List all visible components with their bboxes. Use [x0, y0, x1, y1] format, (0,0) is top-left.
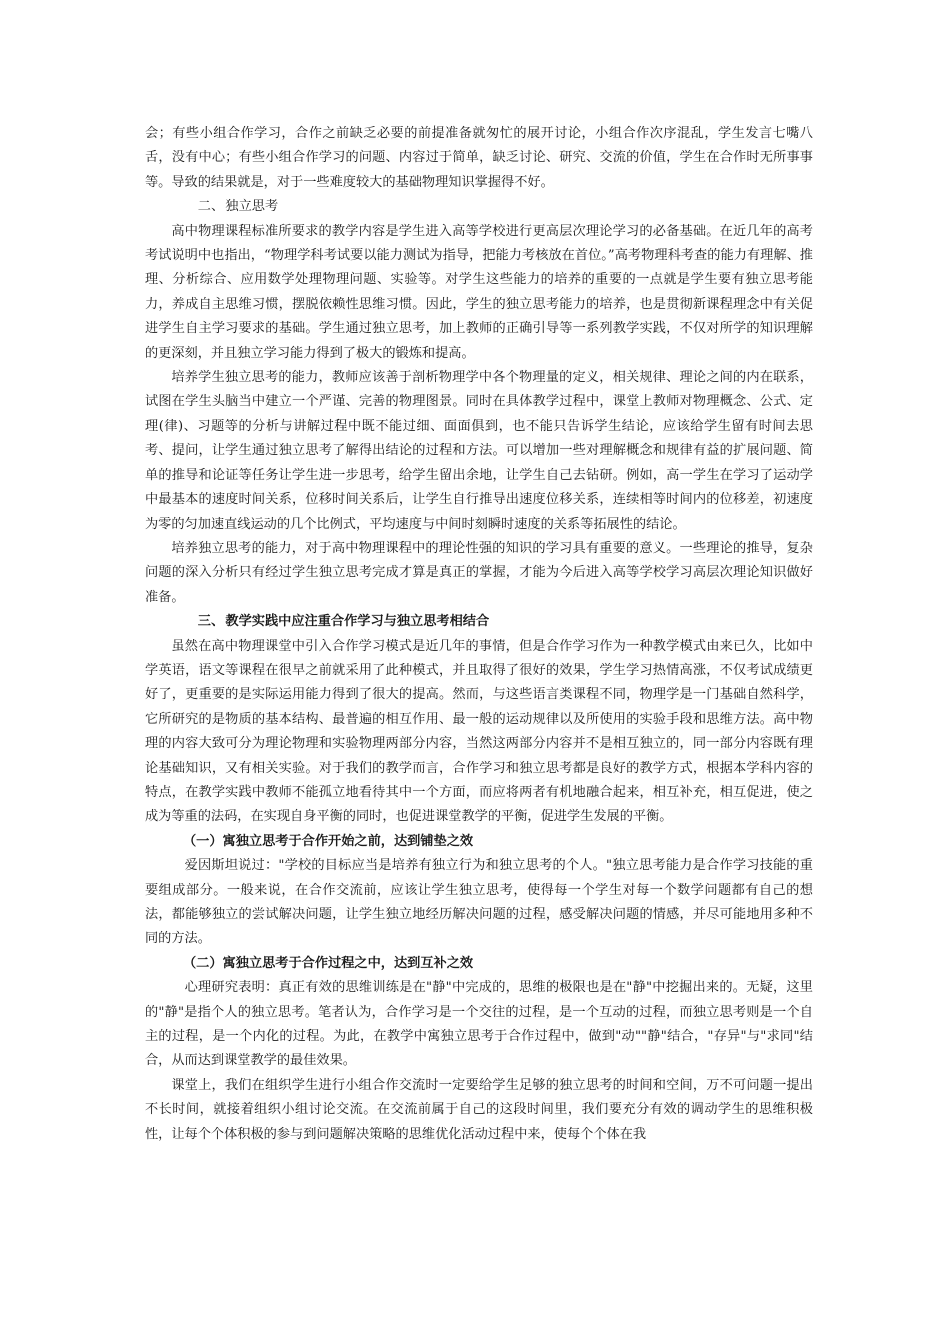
paragraph: 培养独立思考的能力，对于高中物理课程中的理论性强的知识的学习具有重要的意义。一些理论的推导，复杂问题的深入分析只有经过学生独立思考完成才算是真正的掌握，才能为今后进入高等学校学习高层次理论知识做好准备。 — [145, 540, 813, 605]
section-number: 三、 — [197, 614, 225, 630]
section-title: 教学实践中应注重合作学习与独立思考相结合 — [225, 614, 490, 630]
paragraph: 高中物理课程标准所要求的教学内容是学生进入高等学校进行更高层次理论学习的必备基础。在近几年的高考考试说明中也指出，“物理学科考试要以能力测试为指导，把能力考核放在首位。”高考物理科考查的能力有理解、推理、分析综合、应用数学处理物理问题、实验等。对学生这些能力的培养的重要的一点就是学生要有独立思考能力，养成自主思维习惯，摆脱依赖性思维习惯。因此，学生的独立思考能力的培养，也是贯彻新课程理念中有关促进学生自主学习要求的基础。学生通过独立思考，加上教师的正确引导等一系列教学实践，不仅对所学的知识理解的更深刻，并且独立学习能力得到了极大的锻炼和提高。 — [145, 223, 813, 361]
subsection-heading-2: （二）寓独立思考于合作过程之中，达到互补之效 — [183, 955, 474, 971]
section-heading-2 — [145, 195, 813, 219]
paragraph: 课堂上，我们在组织学生进行小组合作交流时一定要给学生足够的独立思考的时间和空间，万不可问题一提出不长时间，就接着组织小组讨论交流。在交流前属于自己的这段时间里，我们要充分有效的调动学生的思维积极性，让每个个体积极的参与到问题解决策略的思维优化活动过程中来，使每个个体在我 — [145, 1077, 813, 1142]
subsection-heading-1: （一）寓独立思考于合作开始之前，达到铺垫之效 — [183, 833, 474, 849]
paragraph: 培养学生独立思考的能力，教师应该善于剖析物理学中各个物理量的定义，相关规律、理论之间的内在联系，试图在学生头脑当中建立一个严谨、完善的物理图景。同时在具体教学过程中，课堂上教师对物理概念、公式、定理(律)、习题等的分析与讲解过程中既不能过细、面面俱到，也不能只告诉学生结论，应该给学生留有时间去思考、提问，让学生通过独立思考了解得出结论的过程和方法。可以增加一些对理解概念和规律有益的扩展问题、简单的推导和论证等任务让学生进一步思考，给学生留出余地，让学生自己去钻研。例如，高一学生在学习了运动学中最基本的速度时间关系，位移时间关系后，让学生自行推导出速度位移关系，连续相等时间内的位移差，初速度为零的匀加速直线运动的几个比例式，平均速度与中间时刻瞬时速度的关系等拓展性的结论。 — [145, 370, 813, 532]
paragraph: 心理研究表明：真正有效的思维训练是在"静"中完成的，思维的极限也是在"静"中挖掘出来的。无疑，这里的"静"是指个人的独立思考。笔者认为，合作学习是一个交往的过程，是一个互动的过程，而独立思考则是一个自主的过程，是一个内化的过程。为此，在教学中寓独立思考于合作过程中，做到"动""静"结合，"存异"与"求同"结合，从而达到课堂教学的最佳效果。 — [145, 980, 813, 1069]
document-body — [145, 122, 813, 1147]
paragraph: 虽然在高中物理课堂中引入合作学习模式是近几年的事情，但是合作学习作为一种教学模式由来已久，比如中学英语，语文等课程在很早之前就采用了此种模式，并且取得了很好的效果，学生学习热情高涨，不仅考试成绩更好了，更重要的是实际运用能力得到了很大的提高。然而，与这些语言类课程不同，物理学是一门基础自然科学，它所研究的是物质的基本结构、最普遍的相互作用、最一般的运动规律以及所使用的实验手段和思维方法。高中物理的内容大致可分为理论物理和实验物理两部分内容，当然这两部分内容并不是相互独立的，同一部分内容既有理论基础知识，又有相关实验。对于我们的教学而言，合作学习和独立思考都是良好的教学方式，根据本学科内容的特点，在教学实践中教师不能孤立地看待其中一个方面，而应将两者有机地融合起来，相互补充，相互促进，使之成为等重的法码，在实现自身平衡的同时，也促进课堂教学的平衡，促进学生发展的平衡。 — [145, 638, 813, 825]
section-title: 独立思考 — [225, 199, 279, 215]
section-number: 二、 — [197, 199, 225, 215]
paragraph: 会；有些小组合作学习，合作之前缺乏必要的前提准备就匆忙的展开讨论，小组合作次序混乱，学生发言七嘴八舌，没有中心；有些小组合作学习的问题、内容过于简单，缺乏讨论、研究、交流的价值，学生在合作时无所事事等。导致的结果就是，对于一些难度较大的基础物理知识掌握得不好。 — [145, 126, 813, 190]
section-heading-3 — [145, 610, 813, 634]
paragraph: 爱因斯坦说过："学校的目标应当是培养有独立行为和独立思考的个人。"独立思考能力是合作学习技能的重要组成部分。一般来说，在合作交流前，应该让学生独立思考，使得每一个学生对每一个数学问题都有自己的想法，都能够独立的尝试解决问题，让学生独立地经历解决问题的过程，感受解决问题的情感，并尽可能地用多种不同的方法。 — [145, 858, 813, 947]
